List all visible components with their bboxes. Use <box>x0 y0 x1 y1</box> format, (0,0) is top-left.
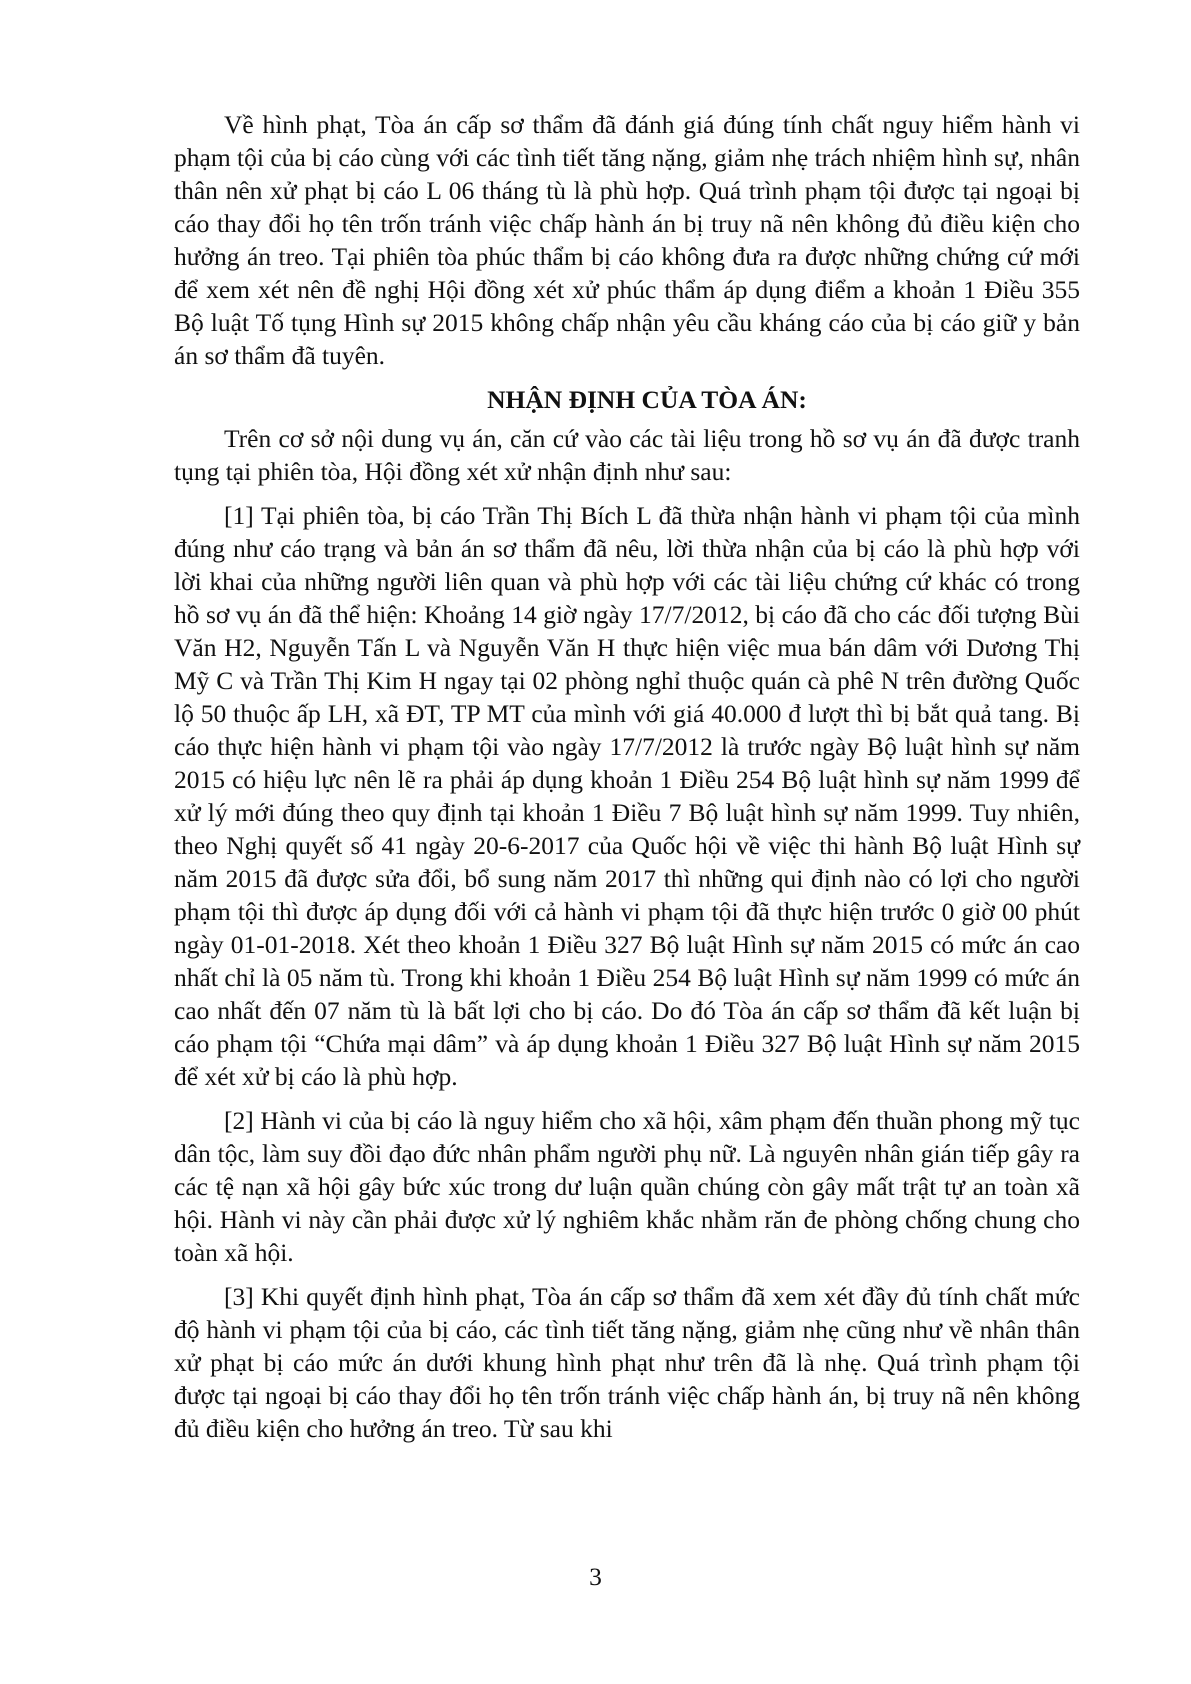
paragraph-finding-3: [3] Khi quyết định hình phạt, Tòa án cấp sơ thẩm đã xem xét đầy đủ tính chất mức độ hành vi phạm tội của bị cáo, các tình tiết tăng nặng, giảm nhẹ cũng như về nhân thân xử phạt bị cáo mức án dưới khung hình phạt như trên đã là nhẹ. Quá trình phạm tội được tại ngoại bị cáo thay đổi họ tên trốn tránh việc chấp hành án, bị truy nã nên không đủ điều kiện cho hưởng án treo. Từ sau khi <box>174 1282 1080 1443</box>
page-number: 3 <box>589 1562 602 1591</box>
paragraph-prosecutor-sentencing: Về hình phạt, Tòa án cấp sơ thẩm đã đánh giá đúng tính chất nguy hiểm hành vi phạm tội của bị cáo cùng với các tình tiết tăng nặng, giảm nhẹ trách nhiệm hình sự, nhân thân nên xử phạt bị cáo L 06 tháng tù là phù hợp. Quá trình phạm tội được tại ngoại bị cáo thay đổi họ tên trốn tránh việc chấp hành án bị truy nã nên không đủ điều kiện cho hưởng án treo. Tại phiên tòa phúc thẩm bị cáo không đưa ra được những chứng cứ mới để xem xét nên đề nghị Hội đồng xét xử phúc thẩm áp dụng điểm a khoản 1 Điều 355 Bộ luật Tố tụng Hình sự 2015 không chấp nhận yêu cầu kháng cáo của bị cáo giữ y bản án sơ thẩm đã tuyên. <box>174 110 1080 370</box>
paragraph-finding-1: [1] Tại phiên tòa, bị cáo Trần Thị Bích L đã thừa nhận hành vi phạm tội của mình đúng như cáo trạng và bản án sơ thẩm đã nêu, lời thừa nhận của bị cáo là phù hợp với lời khai của những người liên quan và phù hợp với các tài liệu chứng cứ khác có trong hồ sơ vụ án đã thể hiện: Khoảng 14 giờ ngày 17/7/2012, bị cáo đã cho các đối tượng Bùi Văn H2, Nguyễn Tấn L và Nguyễn Văn H thực hiện việc mua bán dâm với Dương Thị Mỹ C và Trần Thị Kim H ngay tại 02 phòng nghỉ thuộc quán cà phê N trên đường Quốc lộ 50 thuộc ấp LH, xã ĐT, TP MT của mình với giá 40.000 đ lượt thì bị bắt quả tang. Bị cáo thực hiện hành vi phạm tội vào ngày 17/7/2012 là trước ngày Bộ luật hình sự năm 2015 có hiệu lực nên lẽ ra phải áp dụng khoản 1 Điều 254 Bộ luật hình sự năm 1999 để xử lý mới đúng theo quy định tại khoản 1 Điều 7 Bộ luật hình sự năm 1999. Tuy nhiên, theo Nghị quyết số 41 ngày 20-6-2017 của Quốc hội về việc thi hành Bộ luật Hình sự năm 2015 đã được sửa đổi, bổ sung năm 2017 thì những qui định nào có lợi cho người phạm tội thì được áp dụng đối với cả hành vi phạm tội đã thực hiện trước 0 giờ 00 phút ngày 01-01-2018. Xét theo khoản 1 Điều 327 Bộ luật Hình sự năm 2015 có mức án cao nhất chỉ là 05 năm tù. Trong khi khoản 1 Điều 254 Bộ luật Hình sự năm 1999 có mức án cao nhất đến 07 năm tù là bất lợi cho bị cáo. Do đó Tòa án cấp sơ thẩm đã kết luận bị cáo phạm tội “Chứa mại dâm” và áp dụng khoản 1 Điều 327 Bộ luật Hình sự năm 2015 để xét xử bị cáo là phù hợp. <box>174 501 1080 1091</box>
paragraph-finding-2: [2] Hành vi của bị cáo là nguy hiểm cho xã hội, xâm phạm đến thuần phong mỹ tục dân tộc, làm suy đồi đạo đức nhân phẩm người phụ nữ. Là nguyên nhân gián tiếp gây ra các tệ nạn xã hội gây bức xúc trong dư luận quần chúng còn gây mất trật tự an toàn xã hội. Hành vi này cần phải được xử lý nghiêm khắc nhằm răn đe phòng chống chung cho toàn xã hội. <box>174 1106 1080 1267</box>
section-heading: NHẬN ĐỊNH CỦA TÒA ÁN: <box>487 385 807 414</box>
document-body <box>174 108 1080 1445</box>
paragraph-findings-intro: Trên cơ sở nội dung vụ án, căn cứ vào các tài liệu trong hồ sơ vụ án đã được tranh tụng tại phiên tòa, Hội đồng xét xử nhận định như sau: <box>174 424 1080 486</box>
